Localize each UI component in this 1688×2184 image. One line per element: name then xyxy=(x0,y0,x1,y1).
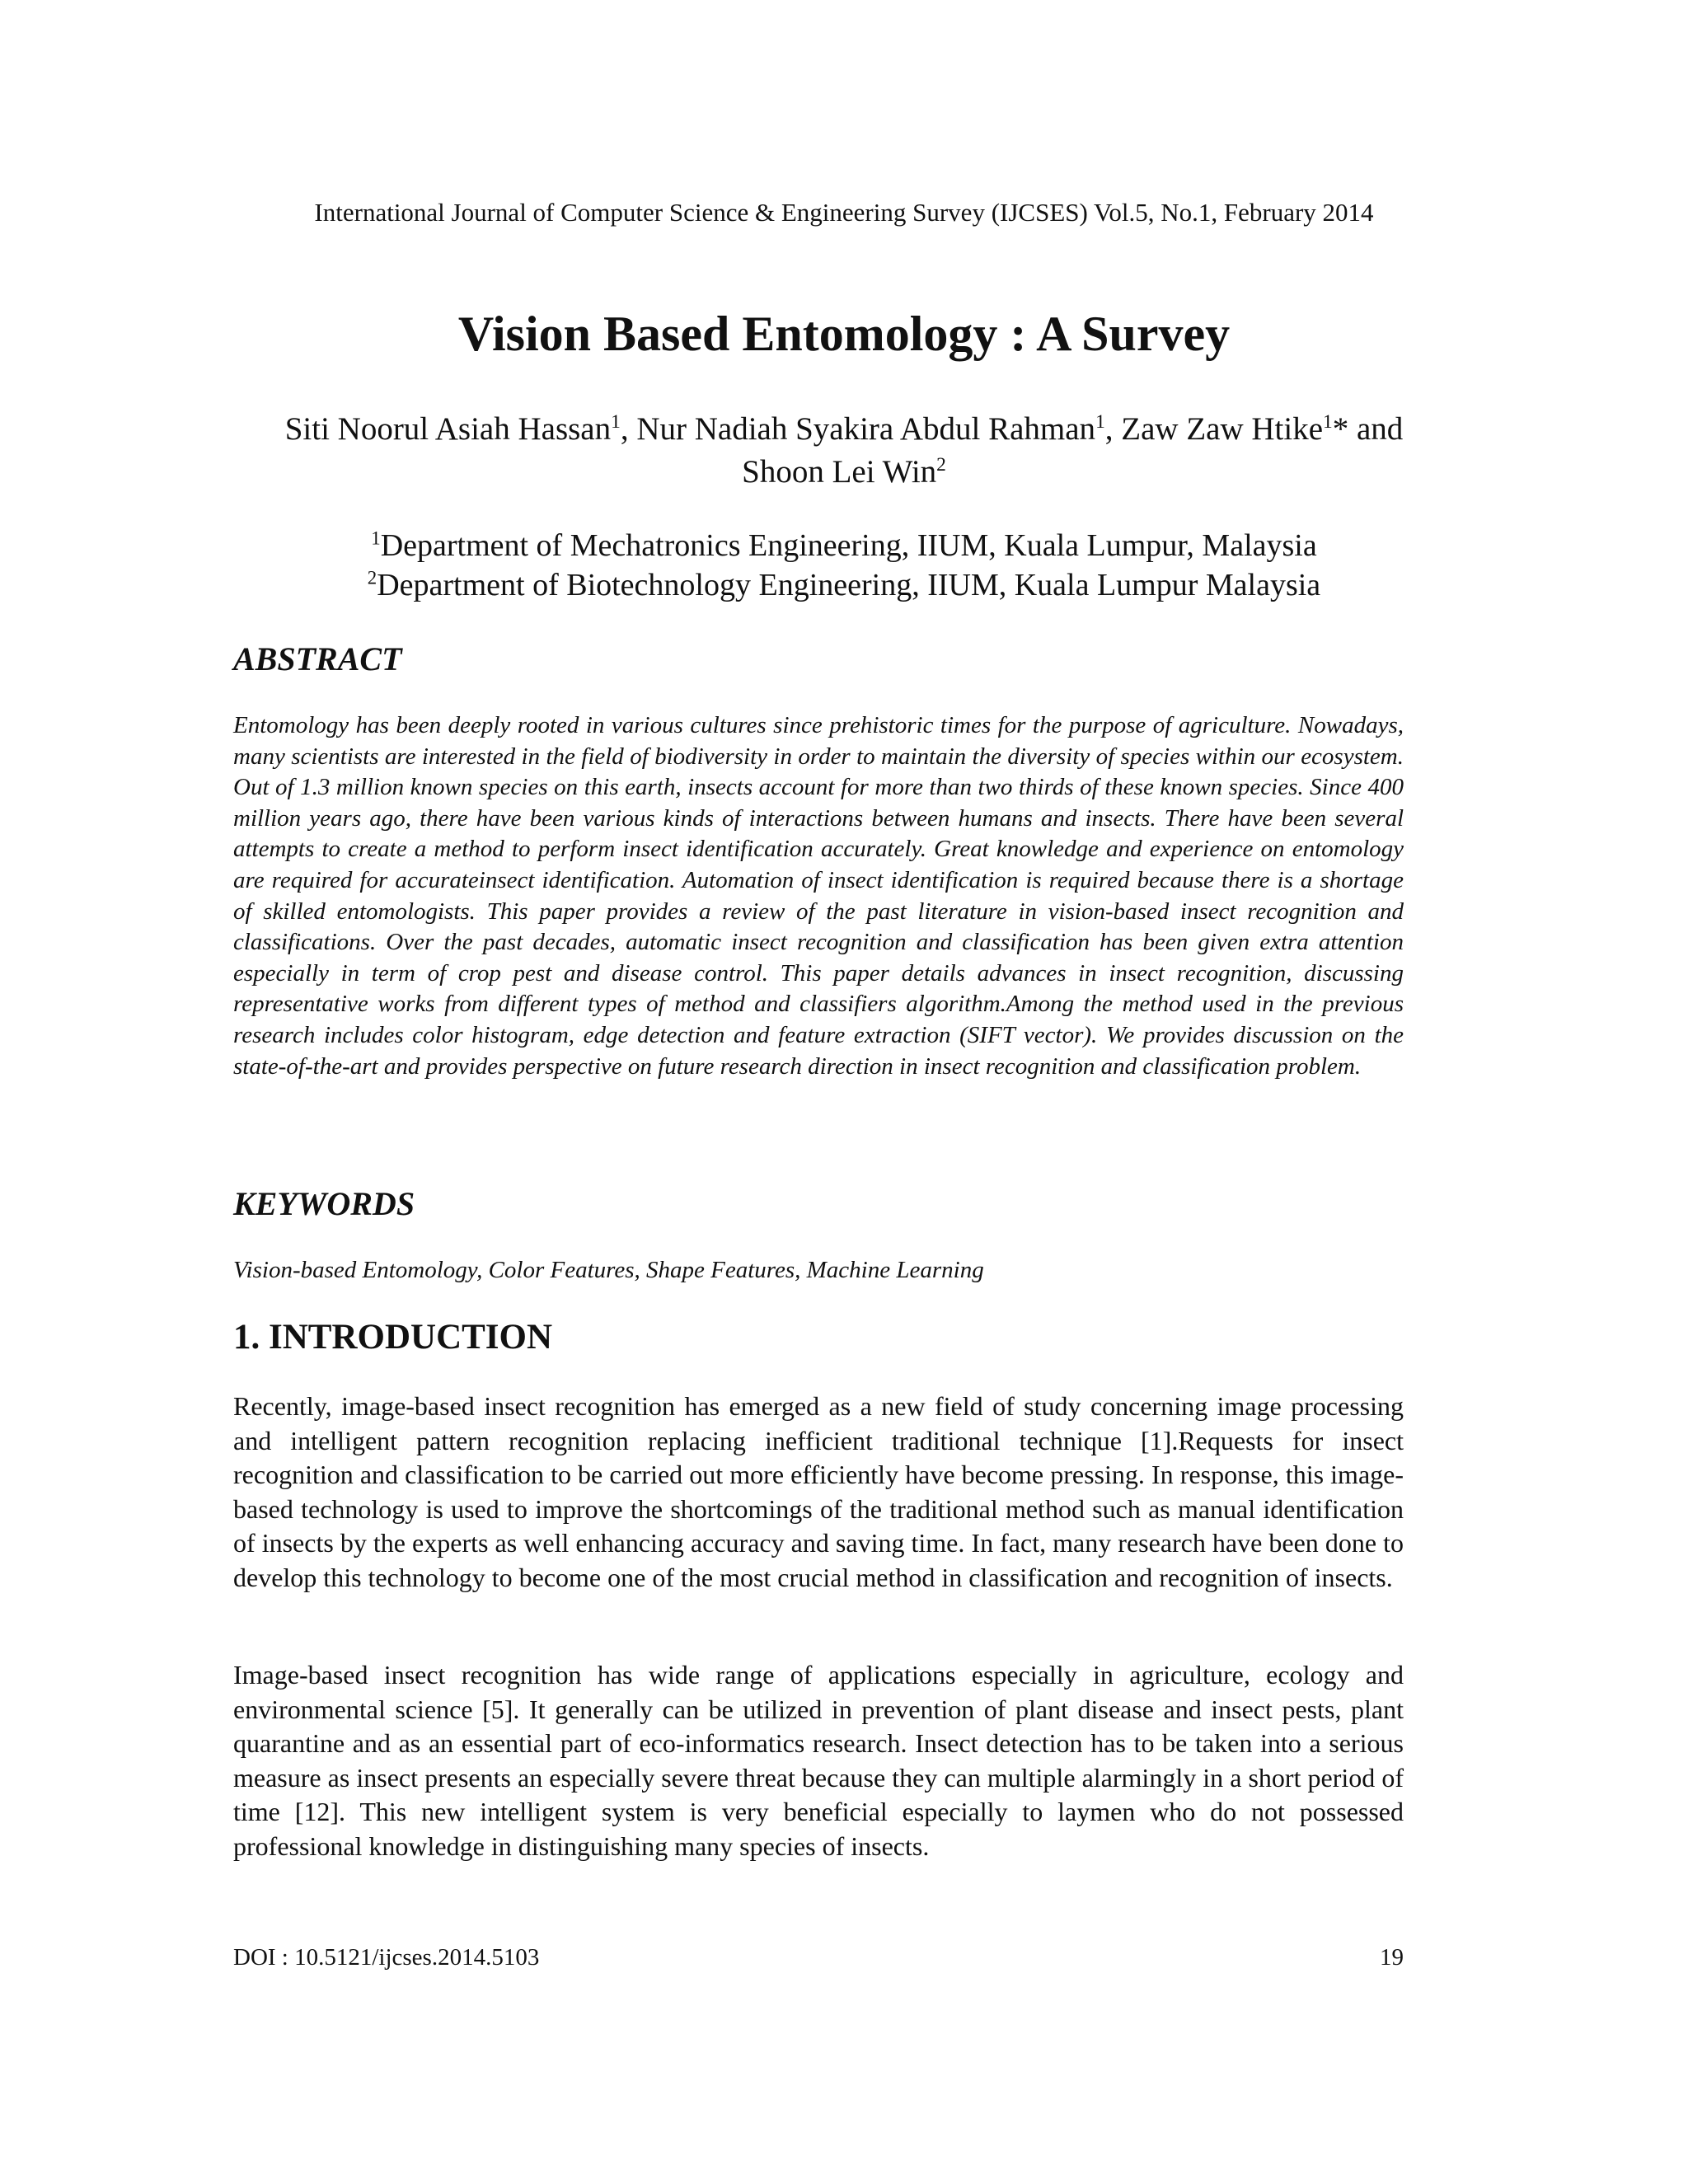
keywords-text: Vision-based Entomology, Color Features, Shape Features, Machine Learning xyxy=(233,1257,984,1283)
author-name: , Nur Nadiah Syakira Abdul Rahman xyxy=(620,411,1096,447)
abstract-heading: ABSTRACT xyxy=(233,640,402,677)
author-superscript: 2 xyxy=(936,454,946,476)
author-superscript: 1 xyxy=(611,411,621,433)
author-superscript: 1 xyxy=(1323,411,1333,433)
introduction-heading: 1. INTRODUCTION xyxy=(233,1318,553,1357)
footer-doi: DOI : 10.5121/ijcses.2014.5103 xyxy=(233,1944,540,1971)
author-name: * and Shoon Lei Win xyxy=(742,411,1404,490)
intro-paragraph-1: Recently, image-based insect recognition has emerged as a new field of study concerning image processing and intelligent pattern recognition replacing inefficient traditional technique [1].Requests for insect recognition and classification to be carried out more efficiently have become pressing. In response, this image-based technology is used to improve the shortcomings of the traditional method such as manual identification of insects by the experts as well enhancing accuracy and saving time. In fact, many research have been done to develop this technology to become one of the most crucial method in classification and recognition of insects. xyxy=(233,1391,1404,1592)
affiliation-line xyxy=(0,565,1688,605)
author-name: , Zaw Zaw Htike xyxy=(1104,411,1324,447)
affiliation-line xyxy=(0,526,1688,565)
intro-paragraph-2: Image-based insect recognition has wide range of applications especially in agriculture, ecology and environmental science [5]. It generally can be utilized in prevention of plant disease and insect pests, plant quarantine and as an essential part of eco-informatics research. Insect detection has to be taken into a serious measure as insect presents an especially severe threat because they can multiple alarmingly in a short period of time [12]. This new intelligent system is very beneficial especially to laymen who do not possessed professional knowledge in distinguishing many species of insects. xyxy=(233,1660,1404,1861)
page-number: 19 xyxy=(1380,1944,1404,1971)
affiliation-text: Department of Mechatronics Engineering, IIUM, Kuala Lumpur, Malaysia xyxy=(380,528,1317,563)
keywords-heading: KEYWORDS xyxy=(233,1185,415,1222)
affiliation-marker: 2 xyxy=(367,567,377,588)
abstract-text: Entomology has been deeply rooted in various cultures since prehistoric times for the purpose of agriculture. Nowadays, many scientists are interested in the field of biodiversity in order to maintain the diversity of species within our ecosystem. Out of 1.3 million known species on this earth, insects account for more than two thirds of these known species. Since 400 million years ago, there have been various kinds of interactions between humans and insects. There have been several attempts to create a method to perform insect identification accurately. Great knowledge and experience on entomology are required for accurateinsect identification. Automation of insect identification is required because there is a shortage of skilled entomologists. This paper provides a review of the past literature in vision-based insect recognition and classifications. Over the past decades, automatic insect recognition and classification has been given extra attention especially in term of crop pest and disease control. This paper details advances in insect recognition, discussing representative works from different types of method and classifiers algorithm.Among the method used in the previous research includes color histogram, edge detection and feature extraction (SIFT vector). We provides discussion on the state-of-the-art and provides perspective on future research direction in insect recognition and classification problem. xyxy=(233,712,1404,1080)
journal-header: International Journal of Computer Science & Engineering Survey (IJCSES) Vol.5, No.1, February 2014 xyxy=(314,198,1374,227)
affiliation-marker: 1 xyxy=(371,527,381,549)
paper-title: Vision Based Entomology : A Survey xyxy=(457,307,1231,361)
affiliation-text: Department of Biotechnology Engineering, IIUM, Kuala Lumpur Malaysia xyxy=(377,568,1321,602)
author-superscript: 1 xyxy=(1095,411,1105,433)
author-list xyxy=(247,408,1441,494)
author-name: Siti Noorul Asiah Hassan xyxy=(284,411,612,447)
affiliations xyxy=(0,526,1688,605)
